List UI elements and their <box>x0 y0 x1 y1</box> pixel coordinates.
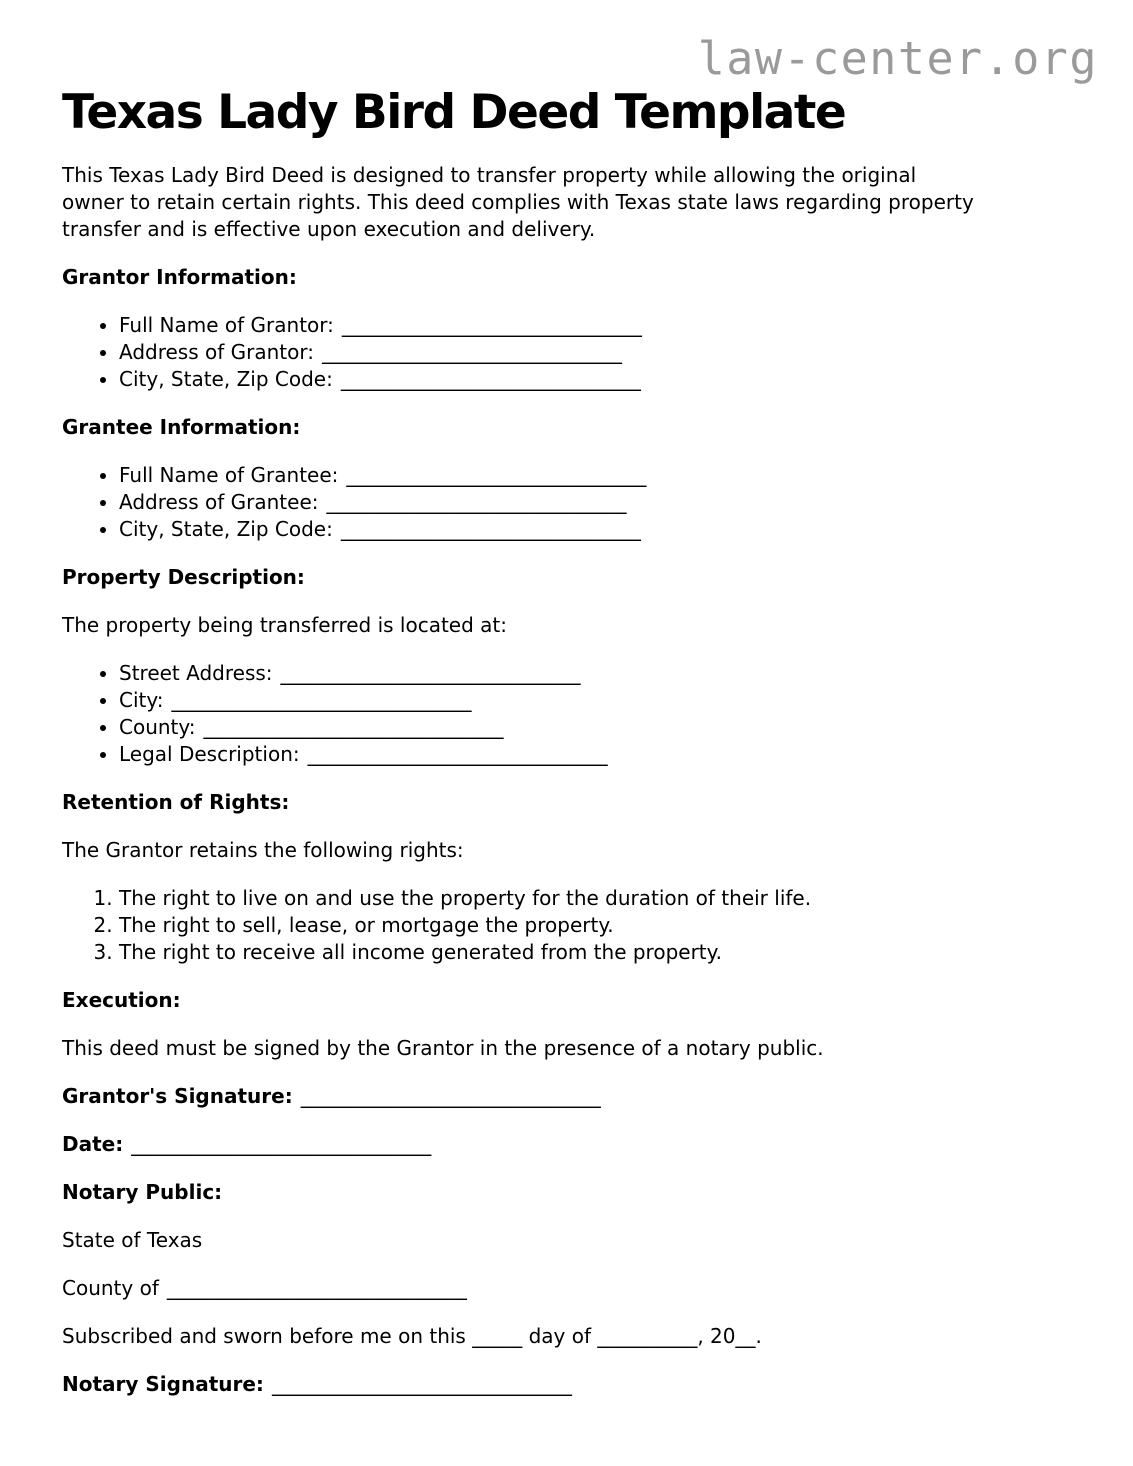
grantor-signature-label: Grantor's Signature: <box>62 1084 293 1108</box>
notary-signature-row <box>62 1371 1070 1398</box>
list-item-right-live: 1. The right to live on and use the property for the duration of their life. <box>119 885 1070 912</box>
list-item-grantor-city-state-zip <box>119 366 1070 393</box>
retention-lead-text: The Grantor retains the following rights: <box>62 838 464 862</box>
list-item-grantee-full-name <box>119 462 1070 489</box>
date-label: Date: <box>62 1132 124 1156</box>
list-item-grantor-address <box>119 339 1070 366</box>
page-title: Texas Lady Bird Deed Template <box>62 85 846 140</box>
notary-county-row <box>62 1275 1070 1302</box>
field-label: City: <box>119 688 164 712</box>
field-label: Full Name of Grantee: <box>119 463 339 487</box>
intro-line: This Texas Lady Bird Deed is designed to transfer property while allowing the original <box>62 163 917 187</box>
blank-line: ______________________________ <box>300 1084 601 1108</box>
blank-line: ______________________________ <box>326 490 627 514</box>
grantor-info-list <box>62 312 1070 393</box>
property-lead-text: The property being transferred is located at: <box>62 613 507 637</box>
intro-line: owner to retain certain rights. This deed complies with Texas state laws regarding property <box>62 190 974 214</box>
blank-line: ______________________________ <box>341 313 642 337</box>
list-item-street-address <box>119 660 1070 687</box>
retention-rights-list <box>62 885 1070 966</box>
blank-line: ______________________________ <box>340 517 641 541</box>
blank-line: ______________________________ <box>346 463 647 487</box>
section-heading-grantor-information: Grantor Information: <box>62 265 297 289</box>
section-heading-execution: Execution: <box>62 988 181 1012</box>
blank-line: ______________________________ <box>280 661 581 685</box>
field-label: City, State, Zip Code: <box>119 367 333 391</box>
blank-line: ______________________________ <box>321 340 622 364</box>
list-item-right-sell: 2. The right to sell, lease, or mortgage the property. <box>119 912 1070 939</box>
list-item-grantee-city-state-zip <box>119 516 1070 543</box>
blank-line: ______________________________ <box>131 1132 432 1156</box>
field-label: Address of Grantee: <box>119 490 319 514</box>
notary-sworn-text: Subscribed and sworn before me on this _____ day of __________, 20__. <box>62 1324 762 1348</box>
intro-paragraph <box>62 162 1070 243</box>
blank-line: ______________________________ <box>166 1276 467 1300</box>
blank-line: ______________________________ <box>340 367 641 391</box>
field-label: Full Name of Grantor: <box>119 313 334 337</box>
list-item-right-income: 3. The right to receive all income generated from the property. <box>119 939 1070 966</box>
notary-state-text: State of Texas <box>62 1228 203 1252</box>
section-heading-grantee-information: Grantee Information: <box>62 415 301 439</box>
section-heading-retention-of-rights: Retention of Rights: <box>62 790 290 814</box>
execution-lead-text: This deed must be signed by the Grantor in the presence of a notary public. <box>62 1036 824 1060</box>
blank-line: ______________________________ <box>203 715 504 739</box>
grantor-signature-row <box>62 1083 1070 1110</box>
list-item-legal-description <box>119 741 1070 768</box>
blank-line: ______________________________ <box>271 1372 572 1396</box>
intro-line: transfer and is effective upon execution and delivery. <box>62 217 596 241</box>
section-heading-property-description: Property Description: <box>62 565 305 589</box>
list-item-county <box>119 714 1070 741</box>
field-label: County: <box>119 715 196 739</box>
field-label: City, State, Zip Code: <box>119 517 333 541</box>
list-item-grantor-full-name <box>119 312 1070 339</box>
county-of-label: County of <box>62 1276 159 1300</box>
blank-line: ______________________________ <box>171 688 472 712</box>
section-heading-notary-public: Notary Public: <box>62 1180 223 1204</box>
list-item-city <box>119 687 1070 714</box>
blank-line: ______________________________ <box>307 742 608 766</box>
field-label: Legal Description: <box>119 742 300 766</box>
grantee-info-list <box>62 462 1070 543</box>
field-label: Address of Grantor: <box>119 340 314 364</box>
list-item-grantee-address <box>119 489 1070 516</box>
date-row <box>62 1131 1070 1158</box>
field-label: Street Address: <box>119 661 273 685</box>
property-list <box>62 660 1070 768</box>
site-logo: law-center.org <box>697 32 1098 85</box>
notary-signature-label: Notary Signature: <box>62 1372 264 1396</box>
